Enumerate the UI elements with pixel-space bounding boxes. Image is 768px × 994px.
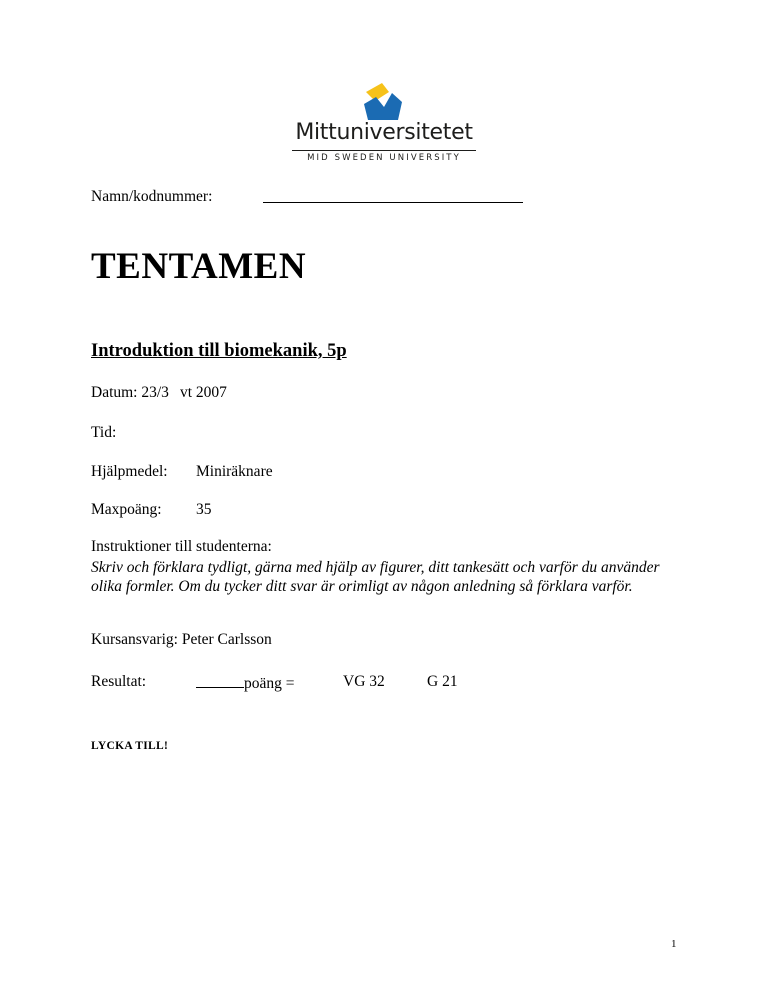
course-title: Introduktion till biomekanik, 5p — [91, 341, 347, 361]
aids-label: Hjälpmedel: — [91, 463, 168, 480]
aids-value: Miniräknare — [196, 463, 273, 480]
date-value: vt 2007 — [180, 384, 227, 401]
result-points — [196, 673, 295, 693]
name-field-line — [263, 202, 523, 203]
mid-sweden-logo-icon — [362, 80, 404, 122]
max-points-label: Maxpoäng: — [91, 501, 162, 518]
max-points-value: 35 — [196, 501, 212, 518]
university-logo — [292, 80, 476, 162]
result-g-threshold: G 21 — [427, 673, 458, 690]
time-label: Tid: — [91, 424, 117, 441]
instructions-heading: Instruktioner till studenterna: — [91, 538, 272, 555]
instructions-body: Skriv och förklara tydligt, gärna med hjälp av figurer, ditt tankesätt och varför du använder olika formler. Om du tycker ditt svar är orimligt av någon anledning så förklara varför. — [91, 559, 660, 595]
result-points-suffix: poäng = — [244, 675, 295, 692]
result-vg-threshold: VG 32 — [343, 673, 385, 690]
page-title: TENTAMEN — [91, 246, 307, 287]
date-label: Datum: 23/3 — [91, 384, 169, 401]
result-label: Resultat: — [91, 673, 147, 690]
result-points-blank — [196, 673, 244, 688]
logo-divider — [292, 150, 476, 151]
closing-greeting: LYCKA TILL! — [91, 740, 169, 752]
logo-name: Mittuniversitetet — [295, 120, 473, 145]
course-responsible: Kursansvarig: Peter Carlsson — [91, 631, 272, 648]
page-number: 1 — [671, 938, 677, 950]
logo-subtitle: MID SWEDEN UNIVERSITY — [307, 153, 461, 163]
name-field-label: Namn/kodnummer: — [91, 188, 213, 205]
